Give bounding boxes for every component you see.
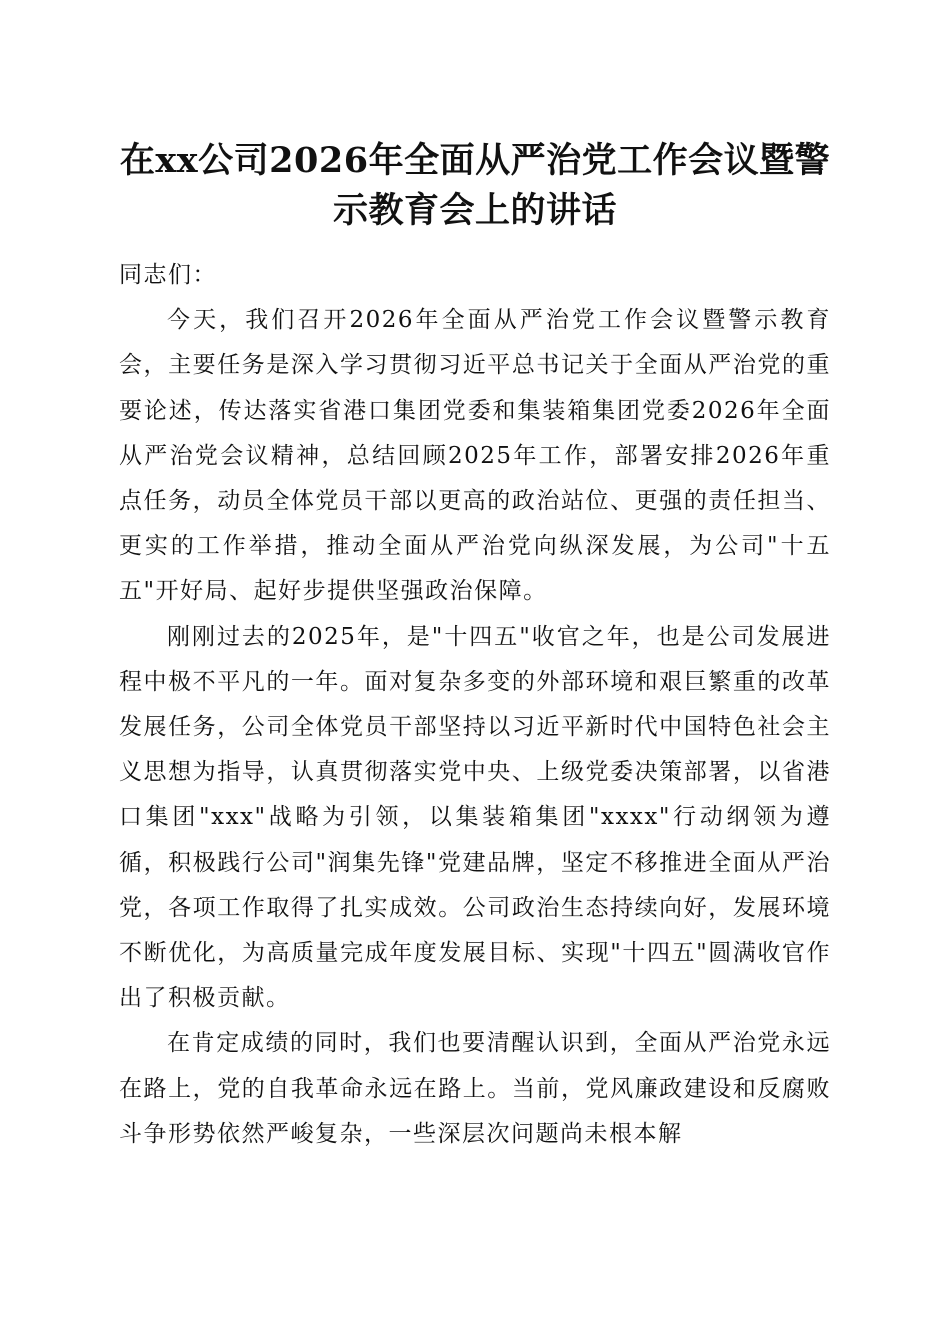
salutation: 同志们：: [119, 262, 217, 288]
paragraph-1: 今天，我们召开2026年全面从严治党工作会议暨警示教育会，主要任务是深入学习贯彻习近平总书记关于全面从严治党的重要论述，传达落实省港口集团党委和集装箱集团党委2026年全面从严治党会议精神，总结回顾2025年工作，部署安排2026年重点任务，动员全体党员干部以更高的政治站位、更强的责任担当、更实的工作举措，推动全面从严治党向纵深发展，为公司"十五五"开好局、起好步提供坚强政治保障。: [119, 307, 831, 605]
document-title: 在xx公司2026年全面从严治党工作会议暨警示教育会上的讲话: [119, 140, 831, 231]
document-body: [119, 253, 831, 1157]
paragraph-2: 刚刚过去的2025年，是"十四五"收官之年，也是公司发展进程中极不平凡的一年。面对复杂多变的外部环境和艰巨繁重的改革发展任务，公司全体党员干部坚持以习近平新时代中国特色社会主义思想为指导，认真贯彻落实党中央、上级党委决策部署，以省港口集团"xxx"战略为引领，以集装箱集团"xxxx"行动纲领为遵循，积极践行公司"润集先锋"党建品牌，坚定不移推进全面从严治党，各项工作取得了扎实成效。公司政治生态持续向好，发展环境不断优化，为高质量完成年度发展目标、实现"十四五"圆满收官作出了积极贡献。: [119, 623, 831, 1012]
paragraph-3: 在肯定成绩的同时，我们也要清醒认识到，全面从严治党永远在路上，党的自我革命永远在路上。当前，党风廉政建设和反腐败斗争形势依然严峻复杂，一些深层次问题尚未根本解: [119, 1030, 831, 1147]
